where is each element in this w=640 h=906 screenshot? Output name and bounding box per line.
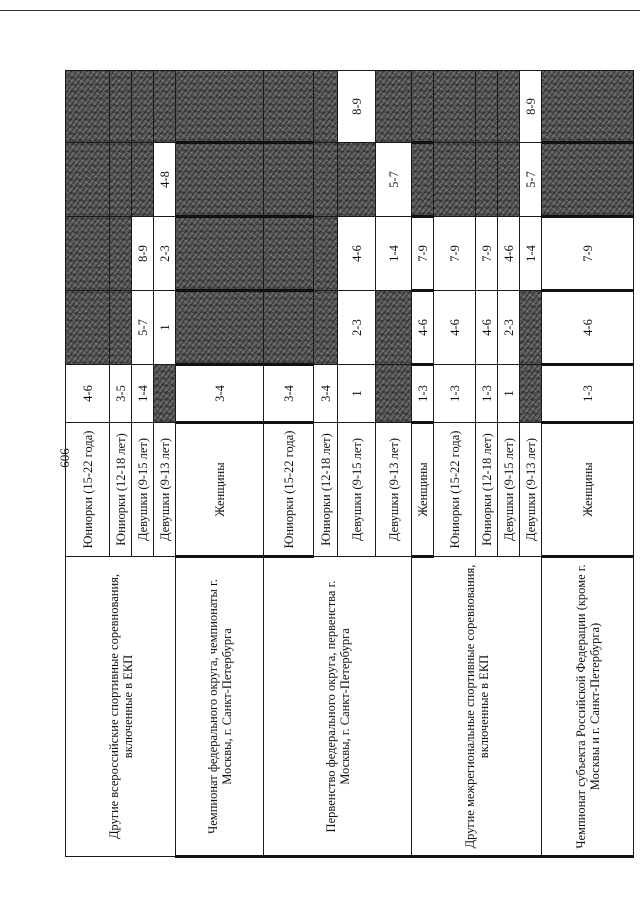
value-cell: 1-4 — [376, 217, 412, 291]
value-cell — [314, 291, 338, 365]
value-cell: 5-7 — [376, 143, 412, 217]
value-cell: 1-3 — [542, 365, 634, 423]
value-cell — [434, 143, 476, 217]
value-cell: 4-6 — [498, 217, 520, 291]
value-cell: 1-3 — [412, 365, 434, 423]
value-cell — [264, 291, 314, 365]
value-cell — [542, 143, 634, 217]
category-cell: Юниорки (12-18 лет) — [314, 423, 338, 557]
value-cell: 4-6 — [434, 291, 476, 365]
value-cell: 1 — [338, 365, 376, 423]
value-cell: 3-4 — [264, 365, 314, 423]
value-cell: 2-3 — [498, 291, 520, 365]
value-cell — [412, 71, 434, 143]
value-cell — [176, 291, 264, 365]
ranks-table — [65, 70, 634, 858]
value-cell: 3-4 — [314, 365, 338, 423]
competition-title: Другие межрегиональные спортивные соревнования, включенные в ЕКП — [412, 557, 542, 857]
value-cell — [376, 365, 412, 423]
value-cell — [66, 143, 110, 217]
value-cell — [66, 217, 110, 291]
value-cell: 5-7 — [132, 291, 154, 365]
value-cell — [264, 217, 314, 291]
category-cell: Девушки (9-13 лет) — [154, 423, 176, 557]
category-cell: Женщины — [542, 423, 634, 557]
value-cell: 1-3 — [476, 365, 498, 423]
category-cell: Девушки (9-13 лет) — [520, 423, 542, 557]
value-cell — [154, 71, 176, 143]
category-cell: Юниорки (15-22 года) — [434, 423, 476, 557]
category-cell: Юниорки (15-22 года) — [66, 423, 110, 557]
value-cell: 8-9 — [520, 71, 542, 143]
table-row — [412, 71, 434, 857]
value-cell: 7-9 — [542, 217, 634, 291]
top-rule — [0, 10, 640, 11]
rotated-table-wrapper — [65, 72, 605, 858]
table-frame — [65, 72, 605, 858]
value-cell: 1-3 — [434, 365, 476, 423]
value-cell: 1-4 — [520, 217, 542, 291]
category-cell: Девушки (9-15 лет) — [498, 423, 520, 557]
category-cell: Женщины — [176, 423, 264, 557]
value-cell: 5-7 — [520, 143, 542, 217]
table-row — [66, 71, 110, 857]
category-cell: Юниорки (12-18 лет) — [476, 423, 498, 557]
value-cell: 1 — [154, 291, 176, 365]
competition-title: Чемпионат федерального округа, чемпионаты г. Москвы, г. Санкт-Петербурга — [176, 557, 264, 857]
value-cell: 7-9 — [476, 217, 498, 291]
value-cell: 8-9 — [338, 71, 376, 143]
value-cell — [110, 143, 132, 217]
value-cell — [542, 71, 634, 143]
value-cell — [110, 217, 132, 291]
value-cell — [176, 143, 264, 217]
value-cell: 4-6 — [412, 291, 434, 365]
competition-title: Первенство федерального округа, первенства г. Москвы, г. Санкт-Петербурга — [264, 557, 412, 857]
table-row — [264, 71, 314, 857]
value-cell — [264, 71, 314, 143]
category-cell: Юниорки (15-22 года) — [264, 423, 314, 557]
value-cell — [264, 143, 314, 217]
value-cell — [376, 71, 412, 143]
competition-title: Чемпионат субъекта Российской Федерации (кроме г. Москвы и г. Санкт-Петербурга) — [542, 557, 634, 857]
value-cell: 4-6 — [542, 291, 634, 365]
page-number: 606 — [57, 448, 72, 468]
value-cell — [110, 71, 132, 143]
value-cell: 3-4 — [176, 365, 264, 423]
value-cell: 3-5 — [110, 365, 132, 423]
value-cell: 2-3 — [338, 291, 376, 365]
value-cell — [520, 291, 542, 365]
value-cell — [132, 71, 154, 143]
value-cell — [154, 365, 176, 423]
category-cell: Юниорки (12-18 лет) — [110, 423, 132, 557]
value-cell — [314, 217, 338, 291]
value-cell: 4-6 — [66, 365, 110, 423]
table-row — [176, 71, 264, 857]
value-cell — [110, 291, 132, 365]
category-cell: Женщины — [412, 423, 434, 557]
value-cell — [176, 217, 264, 291]
value-cell — [66, 71, 110, 143]
value-cell — [176, 71, 264, 143]
value-cell: 4-8 — [154, 143, 176, 217]
value-cell: 2-3 — [154, 217, 176, 291]
value-cell: 7-9 — [434, 217, 476, 291]
value-cell — [412, 143, 434, 217]
value-cell — [520, 365, 542, 423]
value-cell — [338, 143, 376, 217]
value-cell — [376, 291, 412, 365]
value-cell — [132, 143, 154, 217]
value-cell — [66, 291, 110, 365]
value-cell — [434, 71, 476, 143]
value-cell — [476, 143, 498, 217]
value-cell — [314, 143, 338, 217]
value-cell — [498, 71, 520, 143]
value-cell: 4-6 — [338, 217, 376, 291]
value-cell: 8-9 — [132, 217, 154, 291]
value-cell — [498, 143, 520, 217]
category-cell: Девушки (9-13 лет) — [376, 423, 412, 557]
category-cell: Девушки (9-15 лет) — [132, 423, 154, 557]
value-cell — [314, 71, 338, 143]
table-row — [542, 71, 634, 857]
competition-title: Другие всероссийские спортивные соревнования, включенные в ЕКП — [66, 557, 176, 857]
category-cell: Девушки (9-15 лет) — [338, 423, 376, 557]
value-cell: 7-9 — [412, 217, 434, 291]
value-cell: 1-4 — [132, 365, 154, 423]
value-cell: 4-6 — [476, 291, 498, 365]
value-cell: 1 — [498, 365, 520, 423]
value-cell — [476, 71, 498, 143]
